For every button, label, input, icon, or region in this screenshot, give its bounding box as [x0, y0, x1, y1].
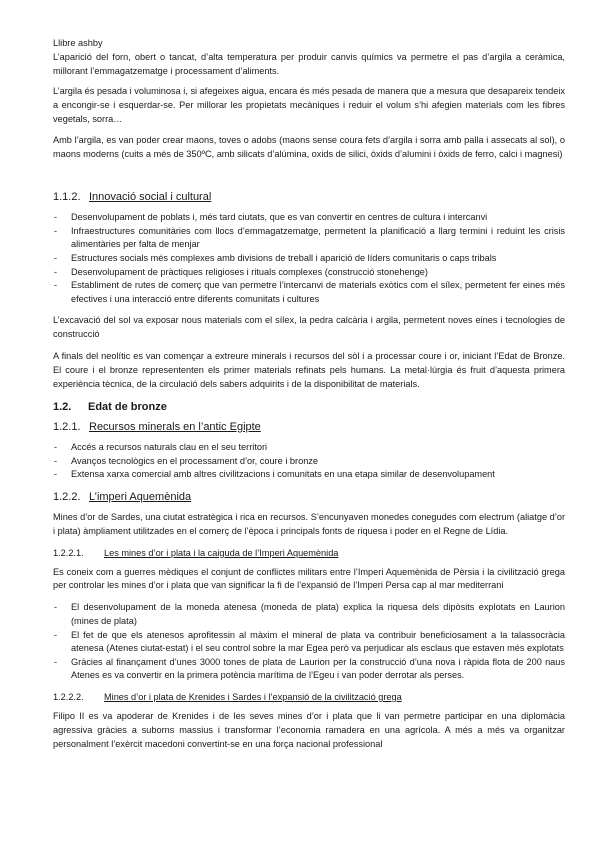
list-item: - Estructures socials més complexes amb divisions de treball i aparició de líders comunitaris o caps tribals [53, 252, 565, 266]
kiln-text: L’aparició del forn, obert o tancat, d’alta temperatura per produir canvis químics va permetre el pas d’argila a ceràmica, millorant l’emmagatzematge i processament d’aliments. [53, 51, 565, 76]
list-item: - Desenvolupament de pràctiques religioses i rituals complexes (construcció stonehenge) [53, 266, 565, 280]
section-title: Les mines d’or i plata i la caiguda de l’Imperi Aquemènida [104, 547, 339, 558]
section-title: L’imperi Aquemènida [89, 490, 192, 503]
list-item: - El fet de que els atenesos aprofitessin al màxim el mineral de plata va contribuir beneficiosament a la talassocràcia atenesa (Atenes ciutat-estat) i el seu control sobre la mar Egea però va perjudicar als esclaus que estaven més explotats [53, 629, 565, 656]
sardes-paragraph: Mines d’or de Sardes, una ciutat estratègica i rica en recursos. S’encunyaven monedes conegudes com electrum (aliatge d’or i plata) àmpliament utilitzades en el comerç de l’època i principals fonts de riquesa i poder en el Regne de Lídia. [53, 511, 565, 536]
section-1-2-1-heading [53, 420, 565, 435]
list-item: - El desenvolupament de la moneda atenesa (moneda de plata) explica la riquesa dels dipòsits explotats en Laurion (mines de plata) [53, 601, 565, 628]
section-1-2-2-2-heading [53, 691, 565, 704]
section-title: Mines d’or i plata de Krenides i Sardes i l’expansió de la civilització grega [104, 691, 402, 702]
section-number: 1.2.1. [53, 420, 81, 433]
median-wars-paragraph: Es coneix com a guerres mèdiques el conjunt de conflictes militars entre l’Imperi Aquemènida de Pèrsia i la civilització grega per controlar les mines d’or i plata que van significar la fi de l’expansió de l’Imperi Persa cap al mar mediterrani [53, 566, 565, 591]
section-1-2-2-heading [53, 490, 565, 505]
list-item: - Extensa xarxa comercial amb altres civilitzacions i comunitats en una etapa similar de desenvolupament [53, 468, 565, 482]
section-number: 1.2. [53, 400, 72, 413]
egypt-resources-list [53, 441, 565, 482]
list-item: - Establiment de rutes de comerç que van permetre l’intercanvi de materials exòtics com el sílex, permetent fer eines més efectives i una interacció entre diferents comunitats i cultures [53, 279, 565, 306]
list-item: - Gràcies al finançament d’unes 3000 tones de plata de Laurion per la construcció d’una nova i ràpida flota de 200 naus Atenes es va convertir en la primera potència marítima de l’Egeu i van poder derrotar als perses. [53, 656, 565, 683]
section-1-2-2-1-heading [53, 547, 565, 560]
section-1-1-2-heading [53, 190, 565, 205]
section-number: 1.2.2.1. [53, 547, 84, 558]
list-item: - Infraestructures comunitàries com llocs d’emmagatzematge, permetent la planificació a llarg termini i reduint les crisis alimentàries per falta de menjar [53, 225, 565, 252]
list-item: - Avanços tecnològics en el processament d’or, coure i bronze [53, 455, 565, 469]
section-number: 1.2.2. [53, 490, 81, 503]
section-number: 1.1.2. [53, 191, 81, 204]
list-item: - Desenvolupament de poblats i, més tard ciutats, que es van convertir en centres de cultura i intercanvi [53, 211, 565, 225]
bronze-age-start-paragraph: A finals del neolític es van començar a extreure minerals i recursos del sòl i a processar coure i or, iniciant l’Edat de Bronze. El coure i el bronze represententen els primer materials refinats pels humans. La metal·lúrgia és fruit d’aquesta primera experiència tècnica, de la circulació dels sabers adquirits i de la disponibilitat de materials. [53, 351, 565, 390]
list-item: - Accés a recursos naturals clau en el seu territori [53, 441, 565, 455]
section-title: Recursos minerals en l’antic Egipte [89, 420, 261, 433]
section-title: Innovació social i cultural [89, 191, 212, 204]
intro-paragraph-2: L’argila és pesada i voluminosa i, si afegeixes aigua, encara és més pesada de manera que a mesura que desapareix tendeix a encongir-se i esquerdar-se. Per millorar les propietats mecàniques i reduir el volum s’hi afegien materials com les fibres vegetals, sorra… [53, 85, 565, 124]
section-title: Edat de bronze [88, 400, 167, 413]
excavation-paragraph: L’excavació del sol va exposar nous materials com el sílex, la pedra calcària i argila, permetent noves eines i tecnologies de construcció [53, 315, 565, 340]
philip-paragraph: Filipo II es va apoderar de Krenides i de les seves mines d’or i plata que li van permetre participar en una diplomàcia agressiva gràcies a suborns massius i transformar l’economia ramadera en una agrícola. A més a més va organitzar personalment l’exèrcit macedoni convertint-se en una força nacional professional [53, 710, 565, 749]
section-1-2-heading [53, 400, 565, 415]
athens-silver-list [53, 601, 565, 683]
social-innovation-list [53, 211, 565, 306]
section-number: 1.2.2.2. [53, 691, 84, 702]
intro-paragraph-3: Amb l’argila, es van poder crear maons, toves o adobs (maons sense coura fets d’argila i sorra amb palla i assecats al sol), o maons moderns (cuits a més de 350ºC, amb silicats d’alúmina, oxids de silici, òxids d’alumini i òxids de ferro, calci i magnesi) [53, 135, 565, 160]
book-reference: Llibre ashby [53, 38, 103, 48]
intro-paragraph-1 [53, 37, 565, 79]
